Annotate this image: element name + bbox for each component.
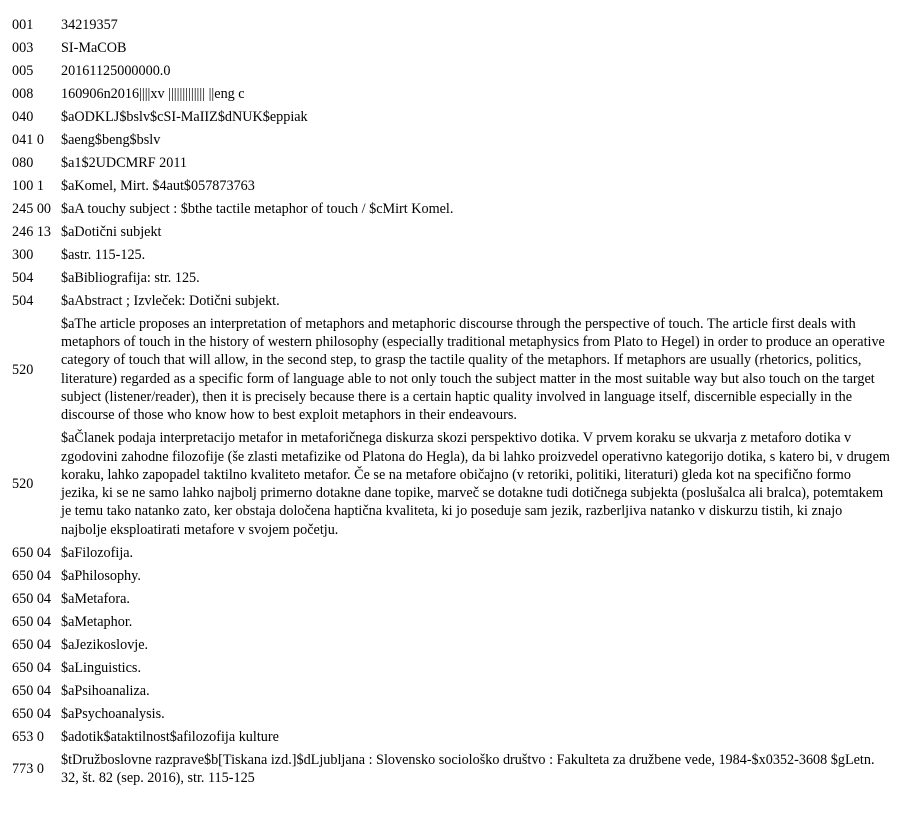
marc-field-tag: 650 04: [12, 567, 52, 584]
marc-field: [12, 429, 894, 539]
marc-field-value: $aKomel, Mirt. $4aut$057873763: [61, 177, 255, 194]
marc-field-value: $aLinguistics.: [61, 659, 141, 676]
marc-field: [12, 659, 890, 677]
marc-field: [12, 636, 890, 654]
marc-field-tag: 100 1: [12, 177, 44, 194]
marc-field-tag: 650 04: [12, 590, 52, 607]
marc-field-value: $aODKLJ$bslv$cSI-MaIIZ$dNUK$eppiak: [61, 108, 308, 125]
marc-field: [12, 590, 890, 608]
marc-field: [12, 154, 890, 172]
marc-field-value: SI-MaCOB: [61, 39, 127, 56]
marc-field-value: $aBibliografija: str. 125.: [61, 269, 200, 286]
marc-field: [12, 269, 890, 287]
marc-field-value: $a1$2UDCMRF 2011: [61, 154, 187, 171]
marc-field: [12, 62, 890, 80]
marc-field-tag: 650 04: [12, 659, 52, 676]
marc-field: [12, 705, 890, 723]
marc-field-tag: 650 04: [12, 682, 52, 699]
marc-field-value: 20161125000000.0: [61, 62, 171, 79]
marc-field-tag: 650 04: [12, 544, 52, 561]
marc-field-value: $aAbstract ; Izvleček: Dotični subjekt.: [61, 292, 280, 309]
marc-field-value: $aČlanek podaja interpretacijo metafor in metaforičnega diskurza skozi perspektivo dotika. V prvem koraku se ukvarja z metaforo dotika v zgodovini zahodne filozofije (še zlasti metafizike od Platona do Hegla), da bi lahko proizvedel operativno kategorijo dotika, s katero bi, v drugem koraku, lahko zapopadel taktilno kvaliteto metafor. Če se na metafore običajno (v retoriki, politiki, literaturi) gleda kot na specifično formo jezika, ki se ne samo lahko najbolj primerno dotakne dane topike, marveč se dotakne tudi dotičnega subjekta (poslušalca ali bralca), potemtakem je temu tako natanko zato, ker obstaja določena haptična kvaliteta, ki jo poseduje sam jezik, razberljiva natanko v diskurzu tistih, ki znajo najbolje eksploatirati metafore v svojem početju.: [61, 430, 894, 538]
marc-field-tag: 040: [12, 108, 34, 125]
marc-field: [12, 223, 890, 241]
marc-field-tag: 504: [12, 269, 34, 286]
marc-field: [12, 200, 890, 218]
marc-field-tag: 003: [12, 39, 34, 56]
marc-field-value: $aFilozofija.: [61, 544, 134, 561]
marc-field-tag: 005: [12, 62, 34, 79]
marc-field: [12, 544, 890, 562]
marc-field-value: $aDotični subjekt: [61, 223, 162, 240]
marc-field: [12, 177, 890, 195]
marc-field-value: 160906n2016||||xv ||||||||||||| ||eng c: [61, 85, 245, 102]
marc-field-value: $aPsihoanaliza.: [61, 682, 150, 699]
marc-record: [12, 16, 894, 792]
marc-field: [12, 613, 890, 631]
marc-field: [12, 292, 890, 310]
marc-field: [12, 751, 890, 788]
marc-field-value: $astr. 115-125.: [61, 246, 146, 263]
marc-field: [12, 682, 890, 700]
marc-field: [12, 108, 890, 126]
marc-field-tag: 650 04: [12, 636, 52, 653]
marc-field-tag: 246 13: [12, 223, 52, 240]
marc-field-tag: 300: [12, 246, 34, 263]
marc-field-tag: 520: [12, 361, 34, 378]
marc-field: [12, 728, 890, 746]
marc-field-tag: 080: [12, 154, 34, 171]
marc-field-value: $aA touchy subject : $bthe tactile metaphor of touch / $cMirt Komel.: [61, 200, 454, 217]
marc-field-tag: 008: [12, 85, 34, 102]
marc-field: [12, 16, 890, 34]
marc-field-value: $aPhilosophy.: [61, 567, 141, 584]
marc-field-tag: 245 00: [12, 200, 52, 217]
marc-field-value: $aJezikoslovje.: [61, 636, 149, 653]
marc-field: [12, 39, 890, 57]
marc-field-value: $aMetaphor.: [61, 613, 133, 630]
marc-field: [12, 567, 890, 585]
marc-field-tag: 041 0: [12, 131, 44, 148]
marc-field: [12, 85, 890, 103]
marc-field-value: $aMetafora.: [61, 590, 130, 607]
marc-field: [12, 246, 890, 264]
marc-field-tag: 650 04: [12, 613, 52, 630]
marc-field-value: $aPsychoanalysis.: [61, 705, 165, 722]
marc-field-value: $adotik$ataktilnost$afilozofija kulture: [61, 728, 279, 745]
marc-field-tag: 653 0: [12, 728, 44, 745]
marc-field-tag: 773 0: [12, 760, 44, 777]
marc-field-value: $aThe article proposes an interpretation of metaphors and metaphoric discourse through the perspective of touch. The article first deals with metaphors of touch in the history of western philosophy (especially traditional metaphysics from Plato to Hegel) in order to produce an operative category of touch that will allow, in the second step, to grasp the tactile quality of the metaphors. If metaphors are usually (rhetorics, politics, literature) regarded as a specific form of language able to not only touch the subject matter in the most suitable way but also touch on the target subject (listener/reader), then it is precisely because there is a certain haptic quality involved in language itself, discernible especially in the discourse of those who know how to best exploit metaphors in their endeavours.: [61, 315, 889, 424]
marc-field-tag: 504: [12, 292, 34, 309]
marc-field: [12, 131, 890, 149]
marc-field-tag: 520: [12, 476, 34, 492]
marc-field-tag: 001: [12, 17, 34, 33]
marc-field-tag: 650 04: [12, 705, 52, 722]
marc-field-value: 34219357: [61, 17, 118, 33]
marc-field-value: $tDružboslovne razprave$b[Tiskana izd.]$dLjubljana : Slovensko sociološko društvo : Fakulteta za družbene vede, 1984-$x0352-3608 $gLetn. 32, št. 82 (sep. 2016), str. 115-125: [61, 751, 879, 786]
marc-field: [12, 315, 890, 425]
marc-field-value: $aeng$beng$bslv: [61, 131, 161, 148]
